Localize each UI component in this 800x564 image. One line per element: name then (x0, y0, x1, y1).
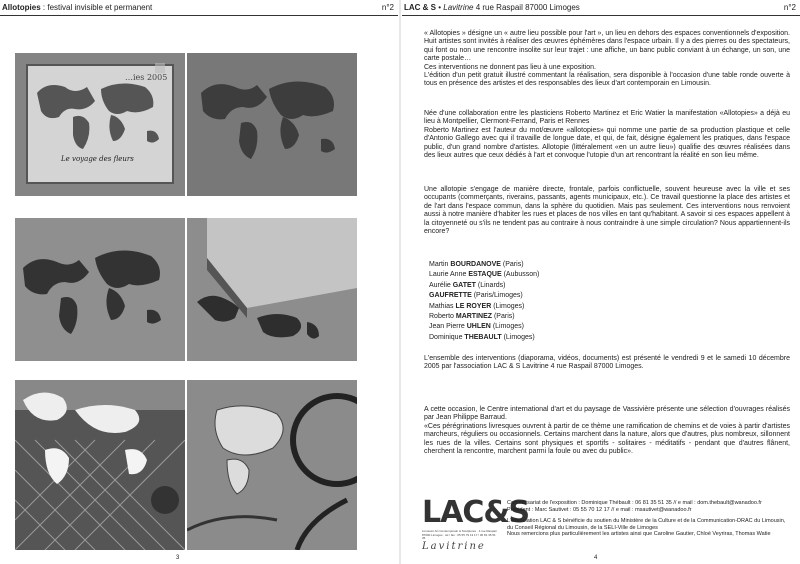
artist-item: Mathias LE ROYER (Limoges) (429, 302, 525, 310)
header-brand: LAC & S (404, 3, 436, 12)
lacs-logo (422, 495, 530, 558)
header-rule (0, 15, 398, 16)
header-subtitle: : festival invisible et permanent (40, 3, 153, 12)
artist-item: Martin BOURDANOVE (Paris) (429, 261, 524, 268)
credit-support: L'association LAC & S bénéficie du soutien du Ministère de la Culture et de la Communication-DRAC du Limousin, du Conseil Régional du Limousin, de la SELI-Ville de Limoges (507, 518, 786, 531)
logo-small-text: Limousin Art Contemporain & Sculptures · 4 rue Raspail 87000 Limoges · tel / fax : 05 55 79 13 17 / 06 81 35 51 35 (422, 529, 497, 541)
presentation-block (424, 355, 790, 372)
history-block (424, 110, 790, 160)
right-folio: 4 (594, 555, 598, 561)
right-page (402, 0, 800, 564)
svg-text:…ies 2005: …ies 2005 (125, 73, 168, 82)
page-gutter (399, 0, 401, 564)
intro-block (424, 30, 790, 89)
photo-map-ground (15, 218, 185, 361)
photo-map-sign (15, 53, 185, 196)
paragraph-allotopie: Une allotopie s'engage de manière directe, frontale, parfois conflictuelle, souvent heureuse avec la ville et ses occupants (commerçants, riverains, passants, agents municipaux, etc.). Ce travail questionne la place des artistes et de l'art dans l'espace commun, dans la sphère du quotidien. Mais pas seulement. Ces interventions nous renvoient aussi à notre manière d'habiter les rues et places de nos villes en tant qu'habitant. A savoir si ces espaces appellent à la citoyenneté ou s'ils ne tendent pas au contraire à nous contraindre à une simple circulation? Nous appartiennent-ils encore? (424, 186, 790, 236)
credit-curator: Commissariat de l'exposition : Dominique Thébault : 06 81 35 51 35 // e mail : dom.thebault@wanadoo.fr (507, 500, 762, 506)
paragraph-quote: «Ces pérégrinations livresques ouvrent à partir de ce thème une ramification de chemins et de voies à partir d'artistes marcheurs, réguliers ou occasionnels. Certains marchent dans la nature, alors que d'autres, plus nombreux, sillonnent les rues de la villes. Certains sont physiques et sportifs - solitaires - méditatifs - pendant que d'autres flânent, cherchent la rencontre, marchent parmi la foule ou avec du public». (424, 422, 790, 456)
artist-item: Jean Pierre UHLEN (Limoges) (429, 323, 524, 331)
vassiviere-block (424, 406, 790, 456)
svg-text:Le voyage des fleurs: Le voyage des fleurs (61, 155, 134, 163)
issue-number: n°2 (783, 3, 796, 12)
credits-block (507, 500, 792, 538)
paragraph-collaboration: Née d'une collaboration entre les plasticiens Roberto Martinez et Eric Watier la manifestation «Allotopies» a déjà eu lieu à Montpellier, Clermont-Ferrand, Paris et Rennes (424, 110, 790, 126)
right-header (404, 2, 796, 14)
artist-item: Dominique THEBAULT (Limoges) (429, 333, 535, 341)
header-bullet: • (436, 3, 444, 12)
paragraph-definition: « Allotopies » désigne un « autre lieu possible pour l'art », un lieu en dehors des espaces conventionnels d'exposition. Huit artistes sont invités à réaliser des œuvres éphémères dans l'espace urbain. Il y a des pierres ou des spectateurs, qui font ou non une rencontre insolite sur leur trajet : une affiche, un banc public conviant à un échange, un son, une carte postale… (424, 30, 790, 63)
paragraph-presentation: L'ensemble des interventions (diaporama, vidéos, documents) est présenté le vendredi 9 et le samedi 10 décembre 2005 par l'association LAC & S Lavitrine 4 rue Raspail 87000 Limoges. (424, 355, 790, 371)
paragraph-edition: L'édition d'un petit gratuit illustré commentant la réalisation, sera disponible à l'occasion d'une table ronde ouverte à tous en présence des artistes et des responsables des lieux d'art contemporain en Limousin. (424, 72, 790, 88)
artist-list (429, 260, 539, 343)
artist-item: Laurie Anne ESTAQUE (Aubusson) (429, 271, 540, 279)
paragraph-vassiviere: A cette occasion, le Centre international d'art et du paysage de Vassivière présente une sélection d'ouvrages réalisés par Jean Philippe Barraud. (424, 406, 790, 422)
credit-president: Président : Marc Sautivet : 05 55 70 12 17 // e mail : msautivet@wanadoo.fr (507, 506, 692, 513)
credit-thanks: Nous remercions plus particulièrement les artistes ainsi que Caroline Gautier, Chloé Veyriras, Thomas Watie (507, 531, 771, 538)
photo-map-wall (187, 218, 357, 361)
header-italic: Lavitrine (443, 3, 474, 12)
issue-number: n°2 (381, 3, 394, 12)
photo-map-grate (15, 380, 185, 550)
allotopie-block (424, 186, 790, 236)
artist-item: Roberto MARTINEZ (Paris) (429, 313, 515, 321)
paragraph-no-exhibition: Ces interventions ne donnent pas lieu à une exposition. (424, 63, 597, 71)
left-page (0, 0, 398, 564)
left-folio: 3 (176, 555, 180, 561)
photo-map-bicycle (187, 380, 357, 550)
header-rule (402, 15, 800, 16)
artist-item: Aurélie GATET (Linards) (429, 281, 506, 289)
logo-text: LAC&S (422, 495, 530, 530)
header-address: 4 rue Raspail 87000 Limoges (473, 3, 580, 12)
paragraph-martinez: Roberto Martinez est l'auteur du mot/œuvre «allotopies» qui nomme une partie de sa production plastique et celle d'Antonio Gallego avec qui il travaille de longue date, et qui, de fait, désigne également les pratiques, dans l'espace public, d'un grand nombre d'artistes. Allotopie (littéralement «en un autre lieu») qualifie des œuvres réalisées dans des lieux autres que ceux dédiés à l'art et convoque l'utopie d'un art rencontrant la réalité en son lieu même. (424, 126, 790, 160)
header-title: Allotopies (2, 3, 41, 12)
artist-item: GAUFRETTE (Paris/Limoges) (429, 292, 523, 300)
logo-brand: Lavitrine (422, 540, 486, 552)
photo-map-pavement-1 (187, 53, 357, 196)
left-header (2, 2, 394, 14)
